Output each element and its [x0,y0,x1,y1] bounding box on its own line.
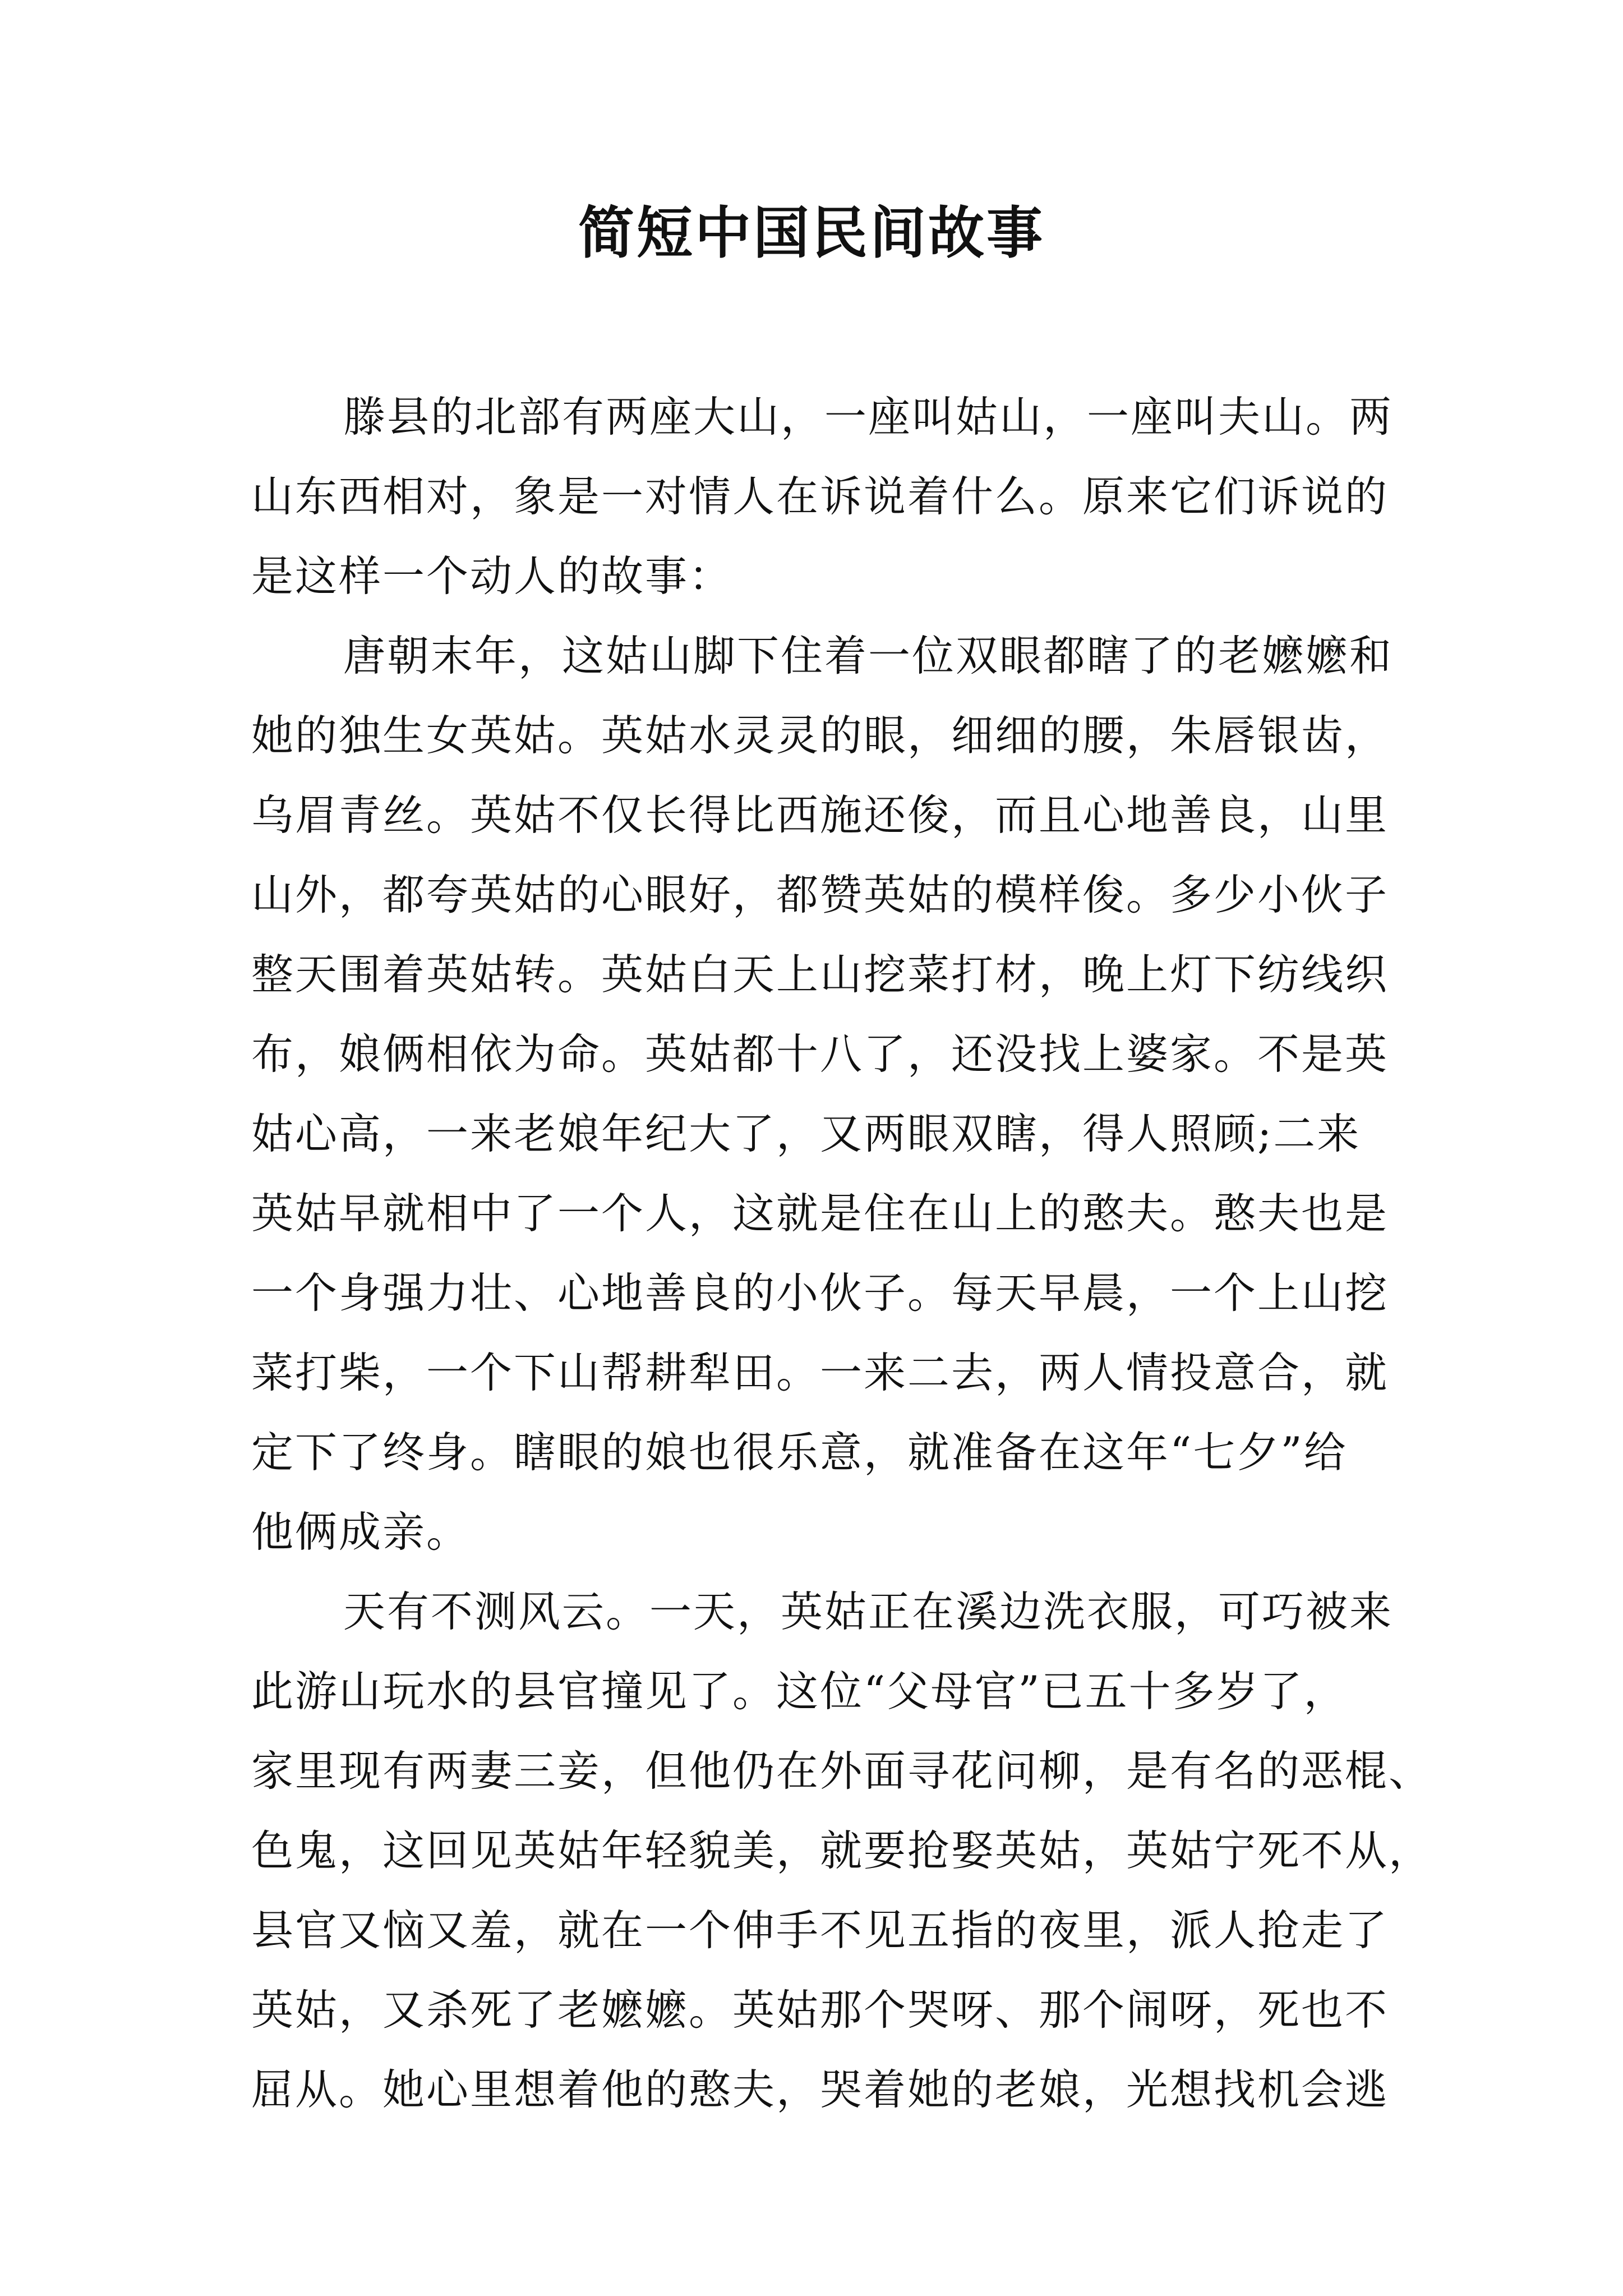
text-line: 英姑，又杀死了老嬷嬷。英姑那个哭呀、那个闹呀，死也不 [251,1985,1389,2035]
text-line: 天有不测风云。一天，英姑正在溪边洗衣服，可巧被来 [343,1587,1394,1636]
text-line: 定下了终身。瞎眼的娘也很乐意，就准备在这年“七夕”给 [251,1428,1348,1477]
text-line: 滕县的北部有两座大山，一座叫姑山，一座叫夫山。两 [343,392,1394,441]
text-line: 她的独生女英姑。英姑水灵灵的眼，细细的腰，朱唇银齿， [251,711,1389,760]
text-line: 此游山玩水的县官撞见了。这位“父母官”已五十多岁了， [251,1667,1348,1716]
document-body [251,377,1433,2129]
text-line: 整天围着英姑转。英姑白天上山挖菜打材，晚上灯下纺线织 [251,950,1389,999]
text-line: 山东西相对，象是一对情人在诉说着什么。原来它们诉说的 [251,472,1389,521]
text-line: 姑心高，一来老娘年纪大了，又两眼双瞎，得人照顾;二来 [251,1109,1361,1158]
text-line: 英姑早就相中了一个人，这就是住在山上的憨夫。憨夫也是 [251,1189,1389,1238]
text-line: 县官又恼又羞，就在一个伸手不见五指的夜里，派人抢走了 [251,1906,1389,1955]
text-line: 是这样一个动人的故事： [251,551,733,601]
text-line: 山外，都夸英姑的心眼好，都赞英姑的模样俊。多少小伙子 [251,870,1389,919]
text-line: 菜打柴，一个下山帮耕犁田。一来二去，两人情投意合，就 [251,1348,1389,1397]
text-line: 屈从。她心里想着他的憨夫，哭着她的老娘，光想找机会逃 [251,2065,1389,2114]
text-line: 唐朝末年，这姑山脚下住着一位双眼都瞎了的老嬷嬷和 [343,631,1394,680]
text-line: 乌眉青丝。英姑不仅长得比西施还俊，而且心地善良，山里 [251,790,1389,840]
document-title: 简短中国民间故事 [578,200,1045,266]
text-line: 色鬼，这回见英姑年轻貌美，就要抢娶英姑，英姑宁死不从， [251,1826,1433,1875]
text-line: 布，娘俩相依为命。英姑都十八了，还没找上婆家。不是英 [251,1029,1389,1079]
text-line: 家里现有两妻三妾，但他仍在外面寻花问柳，是有名的恶棍、 [251,1746,1433,1796]
text-line: 一个身强力壮、心地善良的小伙子。每天早晨，一个上山挖 [251,1268,1389,1318]
text-line: 他俩成亲。 [251,1507,471,1557]
